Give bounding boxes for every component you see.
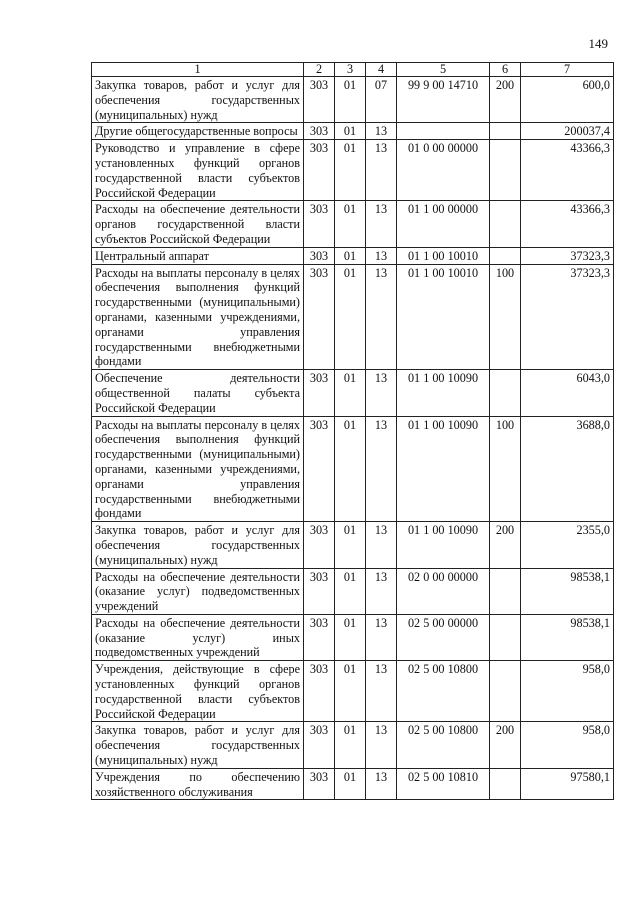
target-article-cell: 01 1 00 10090	[397, 416, 490, 522]
ministry-code-cell: 303	[304, 77, 335, 123]
table-row	[92, 416, 614, 522]
table-row	[92, 522, 614, 568]
table-row	[92, 614, 614, 660]
expense-name-cell: Обеспечение деятельности общественной палаты субъекта Российской Федерации	[92, 370, 304, 416]
section-cell: 01	[335, 247, 366, 264]
section-cell: 01	[335, 768, 366, 800]
subsection-cell: 07	[366, 77, 397, 123]
subsection-cell: 13	[366, 568, 397, 614]
ministry-code-cell: 303	[304, 416, 335, 522]
expense-type-cell: 200	[490, 722, 521, 768]
section-cell: 01	[335, 77, 366, 123]
expense-type-cell	[490, 568, 521, 614]
header-col-3: 3	[335, 63, 366, 77]
amount-cell: 37323,3	[521, 247, 614, 264]
table-row	[92, 568, 614, 614]
amount-cell: 958,0	[521, 722, 614, 768]
expense-name-cell: Расходы на выплаты персоналу в целях обеспечения выполнения функций государственными (муниципальными) органами, казенными учреждениями, органами управления государственными внебюджетными фондами	[92, 416, 304, 522]
ministry-code-cell: 303	[304, 722, 335, 768]
table-row	[92, 201, 614, 247]
page-number: 149	[588, 36, 608, 51]
expense-type-cell: 100	[490, 264, 521, 370]
ministry-code-cell: 303	[304, 370, 335, 416]
subsection-cell: 13	[366, 140, 397, 201]
expense-name-cell: Расходы на обеспечение деятельности (оказание услуг) подведомственных учреждений	[92, 568, 304, 614]
ministry-code-cell: 303	[304, 768, 335, 800]
subsection-cell: 13	[366, 264, 397, 370]
header-col-7: 7	[521, 63, 614, 77]
table-row	[92, 722, 614, 768]
amount-cell: 600,0	[521, 77, 614, 123]
target-article-cell: 01 1 00 10010	[397, 264, 490, 370]
ministry-code-cell: 303	[304, 140, 335, 201]
expense-type-cell	[490, 768, 521, 800]
subsection-cell: 13	[366, 768, 397, 800]
subsection-cell: 13	[366, 522, 397, 568]
header-col-5: 5	[397, 63, 490, 77]
ministry-code-cell: 303	[304, 661, 335, 722]
header-col-2: 2	[304, 63, 335, 77]
expense-type-cell	[490, 201, 521, 247]
subsection-cell: 13	[366, 123, 397, 140]
ministry-code-cell: 303	[304, 247, 335, 264]
amount-cell: 98538,1	[521, 614, 614, 660]
subsection-cell: 13	[366, 370, 397, 416]
table-row	[92, 140, 614, 201]
target-article-cell: 01 1 00 00000	[397, 201, 490, 247]
target-article-cell: 02 5 00 10800	[397, 661, 490, 722]
target-article-cell: 01 1 00 10010	[397, 247, 490, 264]
amount-cell: 6043,0	[521, 370, 614, 416]
target-article-cell: 01 1 00 10090	[397, 522, 490, 568]
subsection-cell: 13	[366, 661, 397, 722]
subsection-cell: 13	[366, 722, 397, 768]
subsection-cell: 13	[366, 614, 397, 660]
table-row	[92, 661, 614, 722]
table-row	[92, 123, 614, 140]
section-cell: 01	[335, 201, 366, 247]
expense-type-cell: 200	[490, 522, 521, 568]
ministry-code-cell: 303	[304, 568, 335, 614]
amount-cell: 37323,3	[521, 264, 614, 370]
section-cell: 01	[335, 614, 366, 660]
subsection-cell: 13	[366, 247, 397, 264]
expense-type-cell	[490, 247, 521, 264]
expense-type-cell	[490, 140, 521, 201]
subsection-cell: 13	[366, 416, 397, 522]
table-row	[92, 264, 614, 370]
target-article-cell: 99 9 00 14710	[397, 77, 490, 123]
table-row	[92, 370, 614, 416]
ministry-code-cell: 303	[304, 201, 335, 247]
ministry-code-cell: 303	[304, 264, 335, 370]
budget-table	[91, 62, 614, 800]
expense-name-cell: Расходы на обеспечение деятельности органов государственной власти субъектов Российской Федерации	[92, 201, 304, 247]
target-article-cell	[397, 123, 490, 140]
expense-name-cell: Расходы на обеспечение деятельности (оказание услуг) иных подведомственных учреждений	[92, 614, 304, 660]
expense-name-cell: Расходы на выплаты персоналу в целях обеспечения выполнения функций государственными (муниципальными) органами, казенными учреждениями, органами управления государственными внебюджетными фондами	[92, 264, 304, 370]
header-col-1: 1	[92, 63, 304, 77]
amount-cell: 3688,0	[521, 416, 614, 522]
header-col-6: 6	[490, 63, 521, 77]
target-article-cell: 02 5 00 00000	[397, 614, 490, 660]
expense-name-cell: Учреждения по обеспечению хозяйственного обслуживания	[92, 768, 304, 800]
amount-cell: 43366,3	[521, 140, 614, 201]
amount-cell: 97580,1	[521, 768, 614, 800]
amount-cell: 2355,0	[521, 522, 614, 568]
expense-name-cell: Центральный аппарат	[92, 247, 304, 264]
section-cell: 01	[335, 416, 366, 522]
ministry-code-cell: 303	[304, 614, 335, 660]
expense-type-cell: 200	[490, 77, 521, 123]
expense-type-cell	[490, 123, 521, 140]
target-article-cell: 01 0 00 00000	[397, 140, 490, 201]
header-col-4: 4	[366, 63, 397, 77]
expense-name-cell: Учреждения, действующие в сфере установленных функций органов государственной власти субъектов Российской Федерации	[92, 661, 304, 722]
target-article-cell: 01 1 00 10090	[397, 370, 490, 416]
expense-type-cell	[490, 370, 521, 416]
subsection-cell: 13	[366, 201, 397, 247]
section-cell: 01	[335, 123, 366, 140]
section-cell: 01	[335, 522, 366, 568]
section-cell: 01	[335, 722, 366, 768]
ministry-code-cell: 303	[304, 522, 335, 568]
table-row	[92, 768, 614, 800]
target-article-cell: 02 0 00 00000	[397, 568, 490, 614]
expense-name-cell: Руководство и управление в сфере установленных функций органов государственной власти субъектов Российской Федерации	[92, 140, 304, 201]
header-row	[92, 63, 614, 77]
target-article-cell: 02 5 00 10800	[397, 722, 490, 768]
table-body	[92, 77, 614, 800]
amount-cell: 200037,4	[521, 123, 614, 140]
section-cell: 01	[335, 661, 366, 722]
section-cell: 01	[335, 568, 366, 614]
target-article-cell: 02 5 00 10810	[397, 768, 490, 800]
expense-type-cell	[490, 661, 521, 722]
expense-name-cell: Закупка товаров, работ и услуг для обеспечения государственных (муниципальных) нужд	[92, 522, 304, 568]
expense-type-cell	[490, 614, 521, 660]
ministry-code-cell: 303	[304, 123, 335, 140]
amount-cell: 98538,1	[521, 568, 614, 614]
expense-name-cell: Закупка товаров, работ и услуг для обеспечения государственных (муниципальных) нужд	[92, 722, 304, 768]
section-cell: 01	[335, 370, 366, 416]
section-cell: 01	[335, 264, 366, 370]
expense-name-cell: Закупка товаров, работ и услуг для обеспечения государственных (муниципальных) нужд	[92, 77, 304, 123]
table-row	[92, 77, 614, 123]
expense-type-cell: 100	[490, 416, 521, 522]
amount-cell: 958,0	[521, 661, 614, 722]
section-cell: 01	[335, 140, 366, 201]
amount-cell: 43366,3	[521, 201, 614, 247]
expense-name-cell: Другие общегосударственные вопросы	[92, 123, 304, 140]
table-row	[92, 247, 614, 264]
